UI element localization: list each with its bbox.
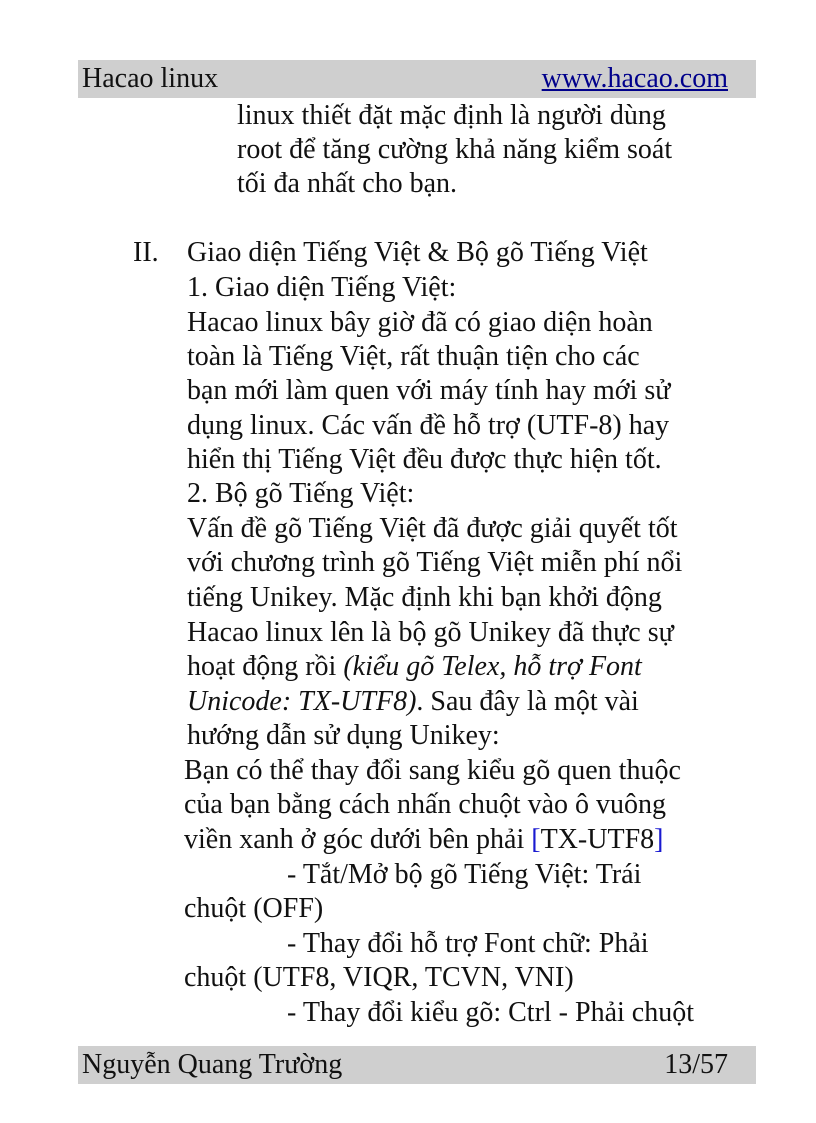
text-line: hiển thị Tiếng Việt đều được thực hiện tốt. <box>187 444 662 475</box>
text-line: bạn mới làm quen với máy tính hay mới sử <box>187 375 671 406</box>
text-line: tối đa nhất cho bạn. <box>237 168 458 199</box>
italic-note: Unicode: TX-UTF8) <box>187 686 417 717</box>
text-span: hoạt động rồi <box>187 651 344 682</box>
text-line: tiếng Unikey. Mặc định khi bạn khởi động <box>187 582 662 613</box>
italic-note: (kiểu gõ Telex, hỗ trợ Font <box>343 651 642 682</box>
text-line: với chương trình gõ Tiếng Việt miễn phí nổi <box>187 547 683 578</box>
header-website-link[interactable]: www.hacao.com <box>541 63 728 94</box>
text-line: hướng dẫn sử dụng Unikey: <box>187 720 500 751</box>
page-number: 13/57 <box>664 1049 728 1080</box>
text-line <box>187 650 642 684</box>
bullet-continuation: chuột (UTF8, VIQR, TCVN, VNI) <box>184 962 574 993</box>
text-line: root để tăng cường khả năng kiểm soát <box>237 134 673 165</box>
subsection-heading: 1. Giao diện Tiếng Việt: <box>187 272 457 303</box>
bullet-continuation: chuột (OFF) <box>184 893 324 924</box>
text-line: linux thiết đặt mặc định là người dùng <box>237 100 666 131</box>
footer-author: Nguyễn Quang Trường <box>82 1049 343 1080</box>
text-span: viền xanh ở góc dưới bên phải <box>184 824 532 855</box>
header-title: Hacao linux <box>82 63 219 94</box>
page-footer <box>78 1046 756 1084</box>
indicator-label: TX-UTF8 <box>540 824 655 855</box>
text-line: Hacao linux bây giờ đã có giao diện hoàn <box>187 307 653 338</box>
text-span: . Sau đây là một vài <box>416 686 639 717</box>
bracket-close: ] <box>654 824 664 855</box>
page-header <box>78 60 756 98</box>
bracket-open: [ <box>531 824 541 855</box>
bullet-item: - Thay đổi kiểu gõ: Ctrl - Phải chuột <box>287 997 694 1028</box>
text-line <box>187 685 639 719</box>
text-line <box>184 823 663 857</box>
section-heading: Giao diện Tiếng Việt & Bộ gõ Tiếng Việt <box>187 237 648 268</box>
text-line: dụng linux. Các vấn đề hỗ trợ (UTF-8) hay <box>187 410 670 441</box>
text-line: Bạn có thể thay đổi sang kiểu gõ quen thuộc <box>184 755 681 786</box>
section-number: II. <box>133 237 159 268</box>
text-line: Hacao linux lên là bộ gõ Unikey đã thực sự <box>187 617 674 648</box>
text-line: toàn là Tiếng Việt, rất thuận tiện cho các <box>187 341 640 372</box>
subsection-heading: 2. Bộ gõ Tiếng Việt: <box>187 478 415 509</box>
text-line: của bạn bằng cách nhấn chuột vào ô vuông <box>184 789 667 820</box>
text-line: Vấn đề gõ Tiếng Việt đã được giải quyết tốt <box>187 513 678 544</box>
bullet-item: - Tắt/Mở bộ gõ Tiếng Việt: Trái <box>287 859 642 890</box>
bullet-item: - Thay đổi hỗ trợ Font chữ: Phải <box>287 928 649 959</box>
